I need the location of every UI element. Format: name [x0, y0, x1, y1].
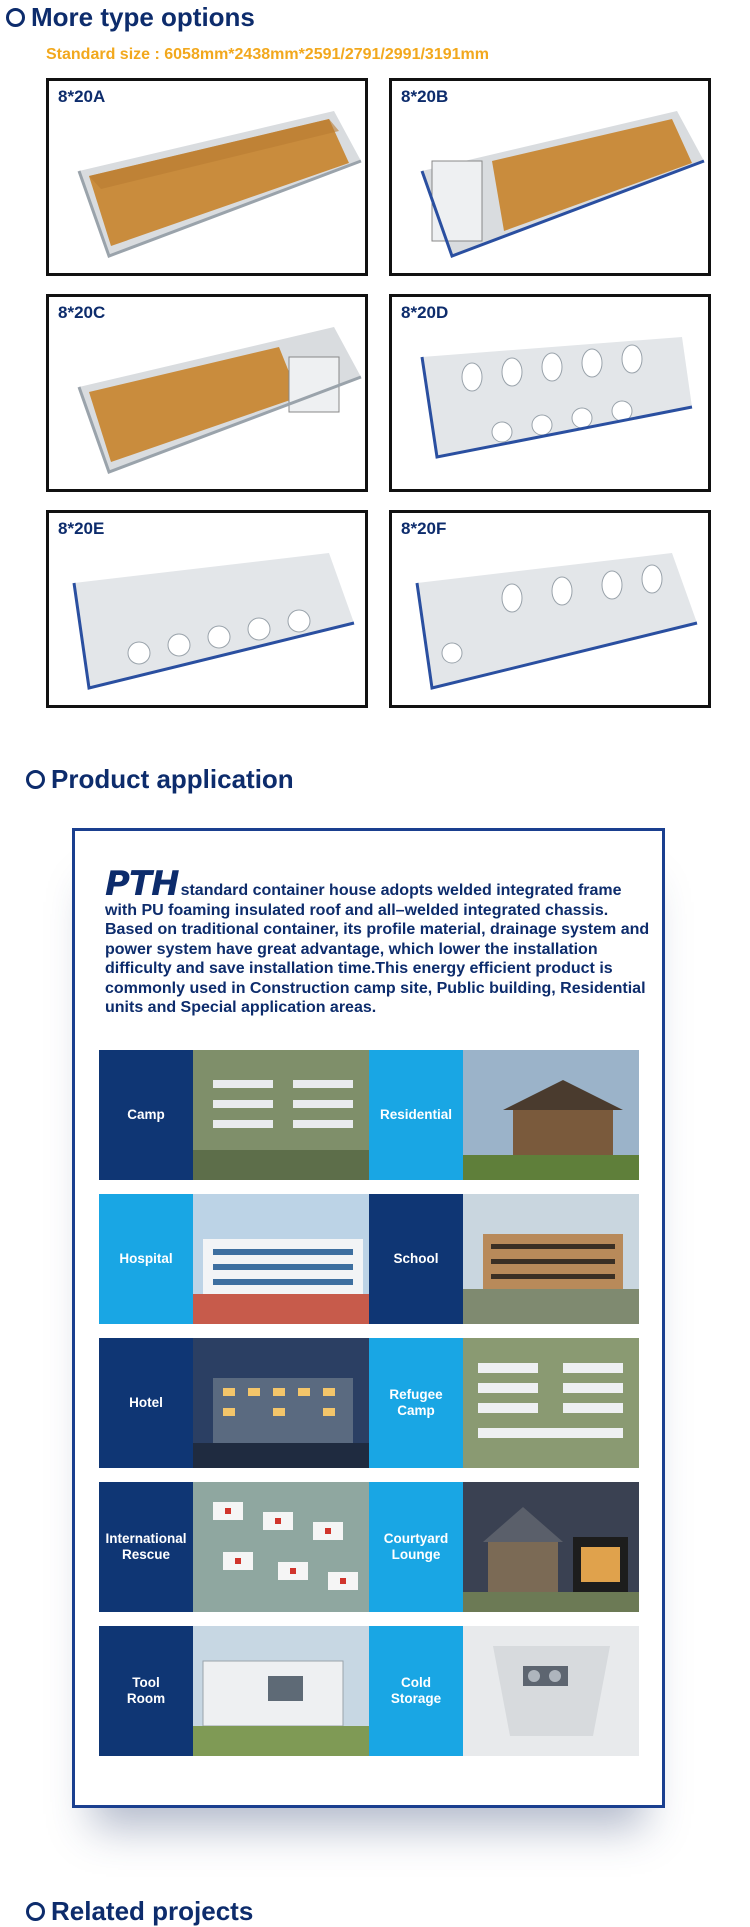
container-8-20c-illustration: [49, 297, 368, 492]
tile-international-rescue[interactable]: International Rescue: [99, 1482, 193, 1612]
container-card-8-20b[interactable]: [389, 78, 711, 276]
container-8-20e-illustration: [49, 513, 368, 708]
tile-camp[interactable]: Camp: [99, 1050, 193, 1180]
container-8-20a-illustration: [49, 81, 368, 276]
tile-tool-room[interactable]: Tool Room: [99, 1626, 193, 1756]
container-card-8-20c[interactable]: [46, 294, 368, 492]
application-row: [99, 1626, 640, 1756]
school-photo: [463, 1194, 639, 1324]
tile-cold-storage[interactable]: Cold Storage: [369, 1626, 463, 1756]
application-row: [99, 1050, 640, 1180]
circle-bullet-icon: [26, 770, 45, 789]
card-label: 8*20C: [58, 303, 106, 322]
tile-hospital[interactable]: Hospital: [99, 1194, 193, 1324]
section-title-text: Related projects: [51, 1896, 254, 1926]
section-title-text: Product application: [51, 764, 294, 794]
application-row: [99, 1482, 640, 1612]
container-8-20d-illustration: [392, 297, 711, 492]
residential-photo: [463, 1050, 639, 1180]
camp-photo: [193, 1050, 369, 1180]
intro-paragraph: [105, 864, 650, 1018]
brand-logo: PTH: [105, 864, 179, 904]
application-row: [99, 1194, 640, 1324]
container-card-8-20f[interactable]: [389, 510, 711, 708]
more-type-options-heading: [6, 2, 255, 33]
related-projects-heading: [26, 1896, 253, 1927]
tile-hotel[interactable]: Hotel: [99, 1338, 193, 1468]
tile-refugee-camp[interactable]: Refugee Camp: [369, 1338, 463, 1468]
tile-school[interactable]: School: [369, 1194, 463, 1324]
tile-residential[interactable]: Residential: [369, 1050, 463, 1180]
card-label: 8*20E: [58, 519, 105, 538]
product-application-heading: [26, 764, 294, 795]
section-title-text: More type options: [31, 2, 255, 32]
international-rescue-photo: [193, 1482, 369, 1612]
card-label: 8*20D: [401, 303, 449, 322]
circle-bullet-icon: [26, 1902, 45, 1921]
standard-size-text: Standard size : 6058mm*2438mm*2591/2791/2991/3191mm: [46, 46, 489, 63]
card-label: 8*20B: [401, 87, 449, 106]
hospital-photo: [193, 1194, 369, 1324]
container-8-20b-illustration: [392, 81, 711, 276]
tool-room-photo: [193, 1626, 369, 1756]
container-card-8-20d[interactable]: [389, 294, 711, 492]
courtyard-lounge-photo: [463, 1482, 639, 1612]
card-label: 8*20F: [401, 519, 447, 538]
application-panel: [72, 828, 665, 1808]
hotel-photo: [193, 1338, 369, 1468]
tile-courtyard-lounge[interactable]: Courtyard Lounge: [369, 1482, 463, 1612]
cold-storage-photo: [463, 1626, 639, 1756]
circle-bullet-icon: [6, 8, 25, 27]
intro-text: standard container house adopts welded integrated frame with PU foaming insulated roof and all–welded integrated chassis. Based on traditional container, its profile material, drainage system and power system have great advantage, which lower the installation difficulty and save installation time.This energy efficient product is commonly used in Construction camp site, Public building, Residential units and Special application areas.: [105, 882, 650, 1016]
container-card-8-20e[interactable]: [46, 510, 368, 708]
container-8-20f-illustration: [392, 513, 711, 708]
application-row: [99, 1338, 640, 1468]
container-card-8-20a[interactable]: [46, 78, 368, 276]
refugee-camp-photo: [463, 1338, 639, 1468]
card-label: 8*20A: [58, 87, 106, 106]
